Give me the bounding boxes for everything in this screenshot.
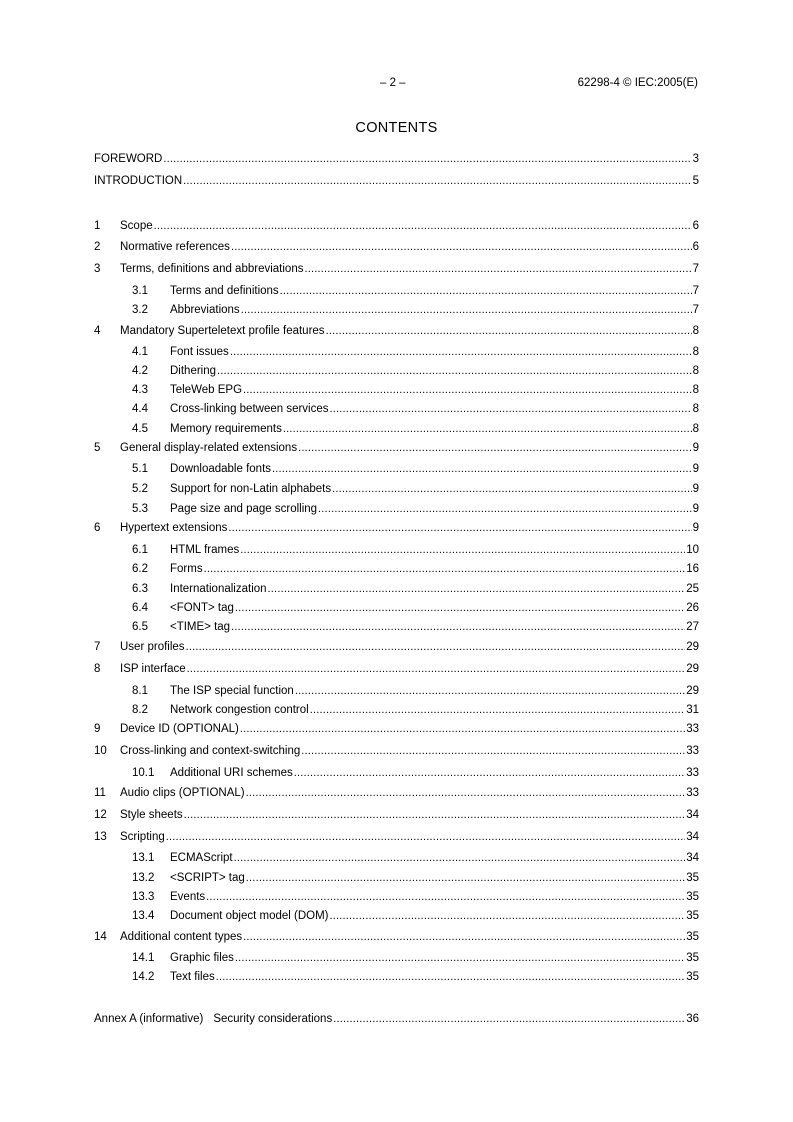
toc-entry-number: 13 <box>94 831 107 843</box>
toc-entry[interactable] <box>132 383 699 398</box>
toc-entry[interactable] <box>132 402 699 417</box>
toc-entry[interactable] <box>94 219 699 234</box>
dot-leader <box>283 422 692 437</box>
annex-title: Security considerations <box>213 1013 333 1025</box>
toc-entry-number: 6.1 <box>132 544 148 556</box>
dot-leader <box>240 722 685 737</box>
toc-entry-number: 5 <box>94 442 101 454</box>
toc-entry-label: Scope <box>120 220 153 232</box>
toc-entry-number: 8.1 <box>132 685 148 697</box>
toc-entry-label: Style sheets <box>120 809 183 821</box>
toc-entry[interactable] <box>132 562 699 577</box>
toc-entry-page: 35 <box>686 952 699 964</box>
dot-leader <box>330 402 692 417</box>
dot-leader <box>272 462 692 477</box>
toc-entry-number: 13.1 <box>132 852 155 864</box>
toc-entry-label: Document object model (DOM) <box>170 910 329 922</box>
dot-leader <box>246 871 685 886</box>
toc-entry-label: Cross-linking and context-switching <box>120 745 301 757</box>
toc-entry-page: 34 <box>686 809 699 821</box>
toc-entry-number: 7 <box>94 641 101 653</box>
toc-entry-label: Audio clips (OPTIONAL) <box>120 787 245 799</box>
toc-entry-page: 8 <box>692 384 699 396</box>
toc-entry-label: Additional content types <box>120 931 243 943</box>
toc-entry-label: Memory requirements <box>170 423 282 435</box>
dot-leader <box>206 890 685 905</box>
dot-leader <box>295 684 685 699</box>
toc-entry-label: Internationalization <box>170 583 267 595</box>
dot-leader <box>235 601 685 616</box>
dot-leader <box>318 502 692 517</box>
dot-leader <box>294 766 685 781</box>
toc-entry-page: 34 <box>686 852 699 864</box>
toc-entry[interactable] <box>132 543 699 558</box>
toc-entry-page: 31 <box>686 704 699 716</box>
toc-entry-page: 34 <box>686 831 699 843</box>
toc-entry-number: 10 <box>94 745 107 757</box>
page-title: CONTENTS <box>355 120 438 136</box>
toc-entry-number: 6.5 <box>132 621 148 633</box>
toc-entry[interactable] <box>132 766 699 781</box>
toc-entry-page: 29 <box>686 641 699 653</box>
toc-entry-page: 33 <box>686 787 699 799</box>
toc-entry-label: Events <box>170 891 206 903</box>
dot-leader <box>298 441 692 456</box>
toc-entry[interactable] <box>132 951 699 966</box>
toc-entry[interactable] <box>132 684 699 699</box>
toc-entry-label: ECMAScript <box>170 852 233 864</box>
toc-entry-page: 9 <box>692 522 699 534</box>
toc-entry-number: 10.1 <box>132 767 155 779</box>
dot-leader <box>240 543 685 558</box>
dot-leader <box>332 482 691 497</box>
toc-entry-number: 6 <box>94 522 101 534</box>
toc-entry-label: Additional URI schemes <box>170 767 293 779</box>
toc-entry-number: 4.1 <box>132 346 148 358</box>
toc-entry-page: 29 <box>686 663 699 675</box>
toc-entry[interactable] <box>132 345 699 360</box>
toc-entry-page: 5 <box>692 175 699 187</box>
toc-entry[interactable] <box>132 462 699 477</box>
dot-leader <box>243 383 692 398</box>
toc-entry[interactable] <box>94 324 699 339</box>
dot-leader <box>234 851 686 866</box>
toc-entry-page: 33 <box>686 767 699 779</box>
toc-entry-label: Hypertext extensions <box>120 522 228 534</box>
dot-leader <box>216 970 685 985</box>
dot-leader <box>154 219 692 234</box>
dot-leader <box>310 703 685 718</box>
toc-entry-label: Terms and definitions <box>170 285 279 297</box>
toc-entry-page: 35 <box>686 971 699 983</box>
toc-entry[interactable] <box>94 262 699 277</box>
toc-entry-label: <TIME> tag <box>170 621 231 633</box>
toc-entry-number: 9 <box>94 723 101 735</box>
toc-entry-number: 14.2 <box>132 971 155 983</box>
toc-entry[interactable] <box>132 502 699 517</box>
toc-entry-page: 35 <box>686 931 699 943</box>
dot-leader <box>186 640 686 655</box>
toc-entry-page: 7 <box>692 285 699 297</box>
toc-entry-label: Cross-linking between services <box>170 403 329 415</box>
toc-entry-number: 3 <box>94 263 101 275</box>
toc-entry-label: The ISP special function <box>170 685 294 697</box>
toc-entry[interactable] <box>132 422 699 437</box>
toc-entry[interactable] <box>132 851 699 866</box>
toc-entry-page: 35 <box>686 891 699 903</box>
toc-entry-number: 1 <box>94 220 101 232</box>
toc-entry[interactable] <box>94 930 699 945</box>
toc-entry-page: 33 <box>686 723 699 735</box>
toc-entry-number: 6.2 <box>132 563 148 575</box>
toc-entry[interactable] <box>132 364 699 379</box>
toc-entry[interactable] <box>94 174 699 189</box>
toc-entry[interactable] <box>94 786 699 801</box>
toc-entry-label: Text files <box>170 971 215 983</box>
dot-leader <box>301 744 685 759</box>
dot-leader <box>204 562 686 577</box>
document-reference: 62298-4 © IEC:2005(E) <box>577 77 698 89</box>
toc-entry-label: TeleWeb EPG <box>170 384 243 396</box>
dot-leader <box>235 951 685 966</box>
toc-entry-number: 14 <box>94 931 107 943</box>
toc-entry[interactable] <box>132 582 699 597</box>
toc-entry-page: 35 <box>686 872 699 884</box>
toc-entry-page: 9 <box>692 483 699 495</box>
toc-entry[interactable] <box>132 482 699 497</box>
toc-entry-number: 11 <box>94 787 106 799</box>
toc-entry-number: 13.3 <box>132 891 155 903</box>
toc-entry-number: 2 <box>94 241 101 253</box>
toc-entry-page: 27 <box>686 621 699 633</box>
dot-leader <box>230 345 692 360</box>
toc-entry-number: 4.5 <box>132 423 148 435</box>
toc-entry-page: 36 <box>686 1013 699 1025</box>
toc-entry-number: 5.3 <box>132 503 148 515</box>
toc-entry[interactable] <box>132 909 699 924</box>
toc-entry-page: 29 <box>686 685 699 697</box>
toc-entry-label: Network congestion control <box>170 704 309 716</box>
toc-entry-label: Graphic files <box>170 952 234 964</box>
toc-entry-page: 7 <box>692 263 699 275</box>
toc-entry[interactable] <box>132 970 699 985</box>
toc-entry-label: Downloadable fonts <box>170 463 272 475</box>
toc-entry-page: 25 <box>686 583 699 595</box>
toc-entry-page: 35 <box>686 910 699 922</box>
toc-entry[interactable] <box>94 240 699 255</box>
toc-entry-label: HTML frames <box>170 544 240 556</box>
toc-entry-number: 6.4 <box>132 602 148 614</box>
toc-entry[interactable] <box>132 601 699 616</box>
toc-entry-number: 4 <box>94 325 101 337</box>
toc-entry-page: 33 <box>686 745 699 757</box>
toc-entry-page: 7 <box>692 304 699 316</box>
dot-leader <box>246 786 686 801</box>
dot-leader <box>166 830 685 845</box>
dot-leader <box>280 284 692 299</box>
toc-entry[interactable] <box>132 871 699 886</box>
toc-entry-label: General display-related extensions <box>120 442 298 454</box>
toc-entry-number: 8.2 <box>132 704 148 716</box>
toc-entry-label: Device ID (OPTIONAL) <box>120 723 239 735</box>
dot-leader <box>330 909 686 924</box>
dot-leader <box>228 521 691 536</box>
toc-entry-page: 9 <box>692 463 699 475</box>
toc-entry-number: 5.2 <box>132 483 148 495</box>
toc-entry-label: Mandatory Superteletext profile features <box>120 325 325 337</box>
toc-entry[interactable] <box>132 890 699 905</box>
toc-entry-page: 16 <box>686 563 699 575</box>
toc-entry-label <box>94 1012 332 1027</box>
dot-leader <box>184 808 686 823</box>
toc-entry-number: 4.2 <box>132 365 148 377</box>
toc-entry-label: Abbreviations <box>170 304 240 316</box>
toc-entry-label: User profiles <box>120 641 185 653</box>
toc-entry[interactable] <box>94 808 699 823</box>
toc-entry-page: 9 <box>692 503 699 515</box>
dot-leader <box>304 262 691 277</box>
toc-entry-label: Terms, definitions and abbreviations <box>120 263 304 275</box>
toc-entry[interactable] <box>132 284 699 299</box>
toc-entry[interactable] <box>132 303 699 318</box>
toc-entry-annex-a[interactable] <box>94 1012 699 1027</box>
toc-entry[interactable] <box>94 152 699 167</box>
dot-leader <box>183 174 691 189</box>
toc-entry[interactable] <box>94 640 699 655</box>
toc-entry-page: 26 <box>686 602 699 614</box>
toc-entry-number: 14.1 <box>132 952 155 964</box>
toc-entry-number: 13.4 <box>132 910 155 922</box>
dot-leader <box>326 324 692 339</box>
toc-entry-label: Normative references <box>120 241 230 253</box>
toc-entry-number: 12 <box>94 809 107 821</box>
toc-entry-label: FOREWORD <box>94 153 163 165</box>
toc-entry-page: 8 <box>692 423 699 435</box>
toc-entry-label: INTRODUCTION <box>94 175 183 187</box>
dot-leader <box>163 152 691 167</box>
toc-entry-page: 6 <box>692 220 699 232</box>
dot-leader <box>333 1012 685 1027</box>
toc-entry-number: 5.1 <box>132 463 148 475</box>
toc-entry-label: Scripting <box>120 831 165 843</box>
dot-leader <box>243 930 685 945</box>
toc-entry-page: 8 <box>692 325 699 337</box>
toc-entry[interactable] <box>94 744 699 759</box>
toc-entry-page: 8 <box>692 365 699 377</box>
toc-entry-number: 3.1 <box>132 285 148 297</box>
toc-entry-label: <FONT> tag <box>170 602 234 614</box>
annex-designation: Annex A (informative) <box>94 1013 204 1025</box>
toc-entry[interactable] <box>132 620 699 635</box>
dot-leader <box>187 662 686 677</box>
toc-entry[interactable] <box>94 521 699 536</box>
dot-leader <box>268 582 686 597</box>
toc-entry-number: 4.3 <box>132 384 148 396</box>
dot-leader <box>241 303 692 318</box>
dot-leader <box>231 620 685 635</box>
toc-entry-label: Dithering <box>170 365 217 377</box>
toc-entry-number: 13.2 <box>132 872 155 884</box>
toc-entry[interactable] <box>94 722 699 737</box>
toc-entry-number: 4.4 <box>132 403 148 415</box>
dot-leader <box>231 240 692 255</box>
toc-entry-label: Page size and page scrolling <box>170 503 318 515</box>
toc-entry[interactable] <box>132 703 699 718</box>
page-number: – 2 – <box>380 77 406 89</box>
dot-leader <box>217 364 692 379</box>
toc-entry-label: Support for non-Latin alphabets <box>170 483 332 495</box>
toc-entry-page: 9 <box>692 442 699 454</box>
toc-entry[interactable] <box>94 662 699 677</box>
toc-entry[interactable] <box>94 830 699 845</box>
toc-entry-number: 3.2 <box>132 304 148 316</box>
toc-entry[interactable] <box>94 441 699 456</box>
toc-entry-page: 10 <box>686 544 699 556</box>
toc-entry-label: <SCRIPT> tag <box>170 872 245 884</box>
toc-entry-label: Forms <box>170 563 203 575</box>
toc-entry-page: 6 <box>692 241 699 253</box>
toc-entry-page: 8 <box>692 403 699 415</box>
toc-entry-label: ISP interface <box>120 663 186 675</box>
toc-entry-number: 6.3 <box>132 583 148 595</box>
toc-entry-page: 8 <box>692 346 699 358</box>
toc-entry-number: 8 <box>94 663 101 675</box>
toc-entry-page: 3 <box>692 153 699 165</box>
toc-entry-label: Font issues <box>170 346 229 358</box>
